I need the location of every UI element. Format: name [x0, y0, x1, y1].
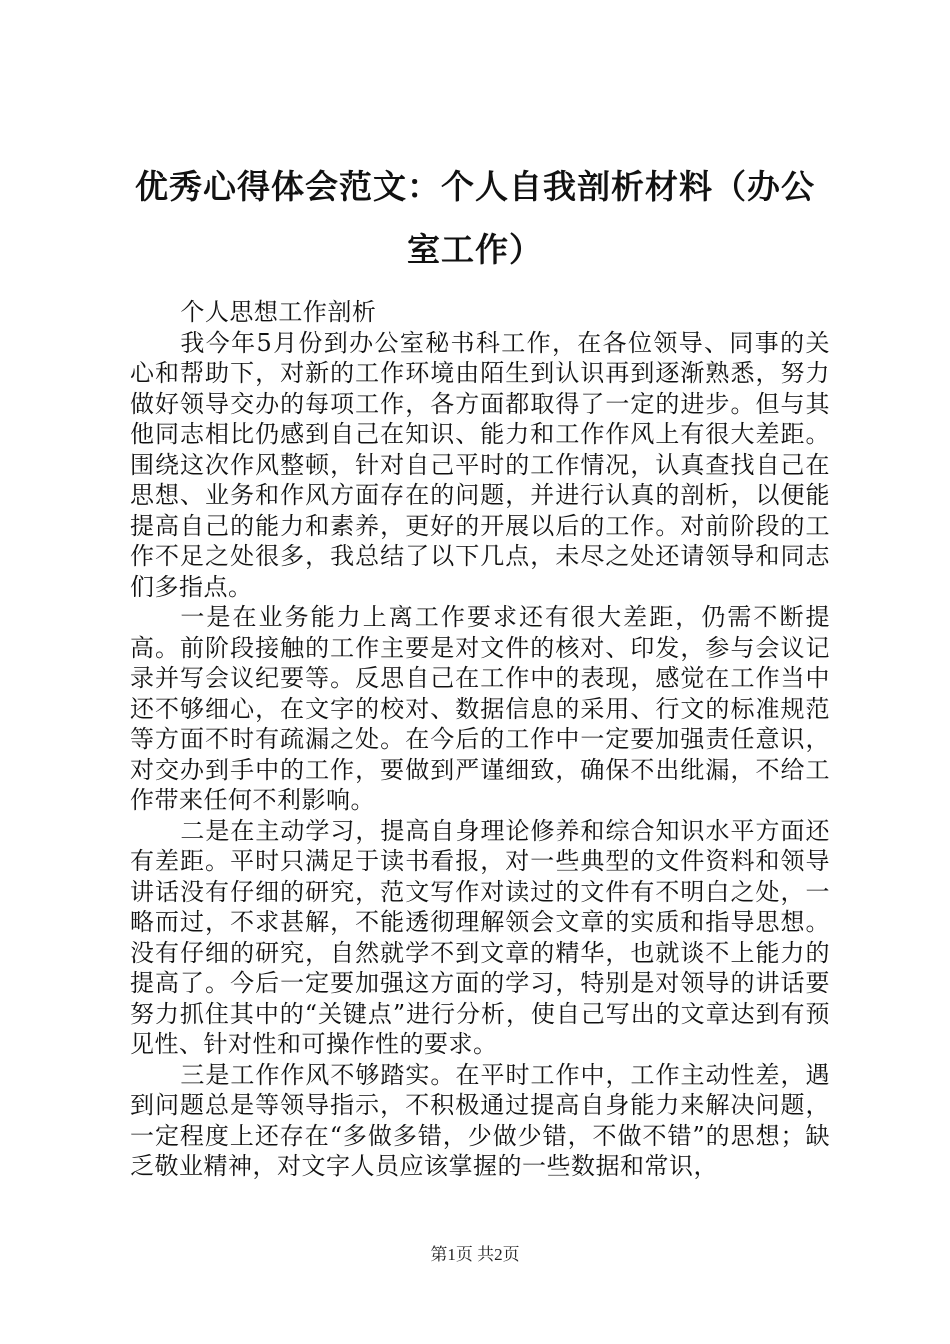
- body-paragraph: 三是工作作风不够踏实。在平时工作中，工作主动性差，遇到问题总是等领导指示，不积极通过提高自身能力来解决问题，一定程度上还存在“多做多错，少做少错，不做不错”的思想；缺乏敬业精神，对文字人员应该掌握的一些数据和常识，: [130, 1060, 830, 1180]
- page-number-footer: 第1页 共2页: [430, 1245, 520, 1264]
- body-paragraph: 二是在主动学习，提高自身理论修养和综合知识水平方面还有差距。平时只满足于读书看报，对一些典型的文件资料和领导讲话没有仔细的研究，范文写作对读过的文件有不明白之处，一略而过，不求甚解，不能透彻理解领会文章的实质和指导思想。没有仔细的研究，自然就学不到文章的精华，也就谈不上能力的提高了。今后一定要加强这方面的学习，特别是对领导的讲话要努力抓住其中的“关键点”进行分析，使自己写出的文章达到有预见性、针对性和可操作性的要求。: [130, 816, 830, 1058]
- document-body: [130, 297, 830, 1182]
- section-heading: 个人思想工作剖析: [180, 298, 377, 326]
- document-title-line-2: 室工作）: [407, 230, 543, 269]
- document-title-line-1: 优秀心得体会范文：个人自我剖析材料（办公: [135, 167, 815, 206]
- body-paragraph: 我今年5月份到办公室秘书科工作，在各位领导、同事的关心和帮助下，对新的工作环境由陌生到认识再到逐渐熟悉，努力做好领导交办的每项工作，各方面都取得了一定的进步。但与其他同志相比仍感到自己在知识、能力和工作作风上有很大差距。围绕这次作风整顿，针对自己平时的工作情况，认真查找自己在思想、业务和作风方面存在的问题，并进行认真的剖析，以便能提高自己的能力和素养，更好的开展以后的工作。对前阶段的工作不足之处很多，我总结了以下几点，未尽之处还请领导和同志们多指点。: [130, 328, 830, 601]
- body-paragraph: 一是在业务能力上离工作要求还有很大差距，仍需不断提高。前阶段接触的工作主要是对文件的核对、印发，参与会议记录并写会议纪要等。反思自己在工作中的表现，感觉在工作当中还不够细心，在文字的校对、数据信息的采用、行文的标准规范等方面不时有疏漏之处。在今后的工作中一定要加强责任意识，对交办到手中的工作，要做到严谨细致，确保不出纰漏，不给工作带来任何不利影响。: [130, 603, 830, 814]
